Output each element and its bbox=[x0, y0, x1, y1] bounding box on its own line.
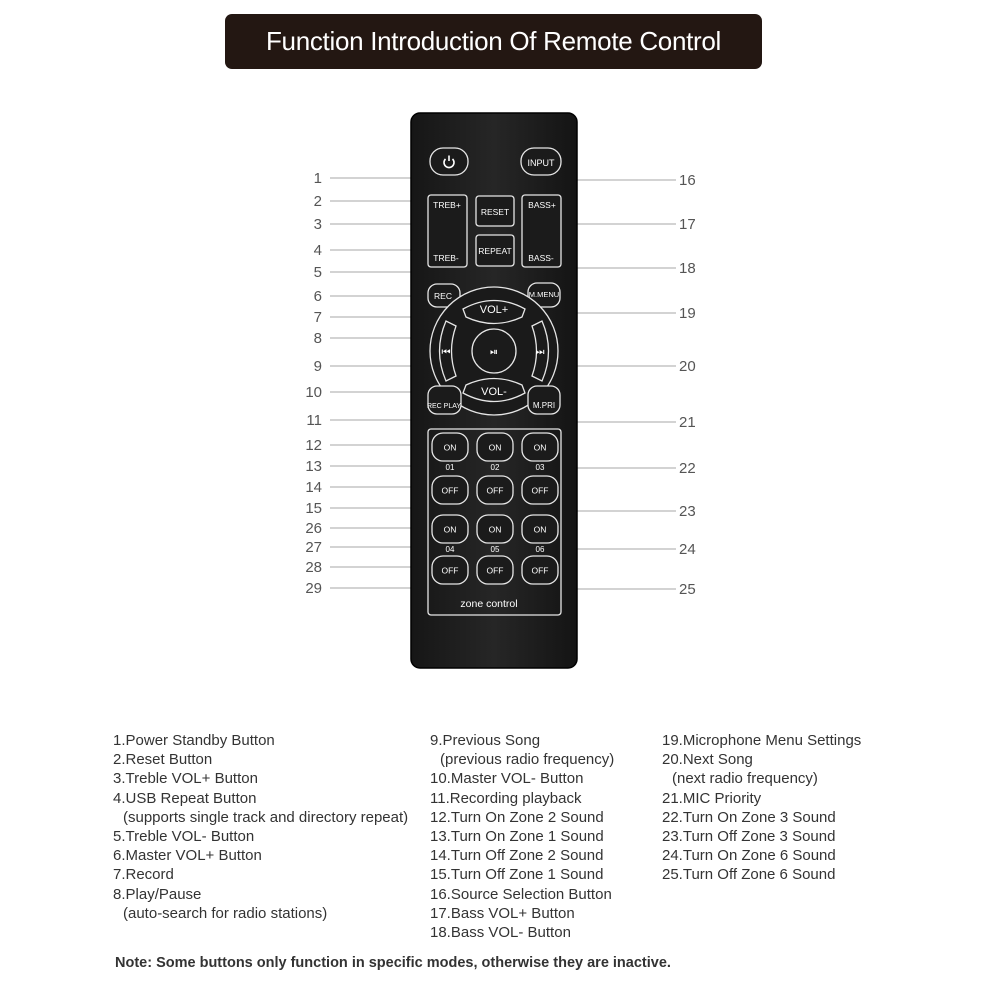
legend-item: 20.Next Song bbox=[662, 751, 753, 769]
zone-button-label: ON bbox=[533, 524, 547, 535]
legend-item: 25.Turn Off Zone 6 Sound bbox=[662, 866, 836, 884]
legend-item: 5.Treble VOL- Button bbox=[113, 828, 255, 846]
zone-4-on-button[interactable] bbox=[432, 515, 468, 543]
callout-number: 19 bbox=[679, 305, 696, 322]
note-text: Note: Some buttons only function in specific modes, otherwise they are inactive. bbox=[115, 955, 671, 971]
legend-item: (previous radio frequency) bbox=[440, 751, 615, 769]
legend-item: 11.Recording playback bbox=[430, 789, 582, 807]
legend-item: 7.Record bbox=[113, 866, 174, 884]
legend-item: 6.Master VOL+ Button bbox=[113, 847, 262, 865]
zone-button-label: ON bbox=[533, 442, 547, 453]
m-pri-label: M.PRI bbox=[532, 401, 556, 410]
legend-item: 24.Turn On Zone 6 Sound bbox=[662, 847, 836, 865]
legend-item: 14.Turn Off Zone 2 Sound bbox=[430, 847, 604, 865]
bass-button[interactable] bbox=[522, 195, 561, 267]
callout-number: 28 bbox=[305, 559, 322, 576]
callout-number: 1 bbox=[313, 170, 322, 187]
callout-number: 29 bbox=[305, 580, 322, 597]
legend-item: 3.Treble VOL+ Button bbox=[113, 770, 258, 788]
callout-number: 11 bbox=[306, 412, 322, 429]
callout-number: 7 bbox=[313, 309, 322, 326]
mic-priority-button[interactable] bbox=[528, 386, 560, 414]
zone-id-label: 05 bbox=[490, 545, 500, 554]
repeat-button[interactable] bbox=[476, 235, 514, 266]
repeat-label: REPEAT bbox=[478, 246, 512, 256]
legend-item: 22.Turn On Zone 3 Sound bbox=[662, 808, 836, 826]
zone-1-on-button[interactable] bbox=[432, 433, 468, 461]
zone-1-off-button[interactable] bbox=[432, 476, 468, 504]
zone-id-label: 01 bbox=[445, 463, 455, 472]
zone-id-label: 03 bbox=[535, 463, 545, 472]
treble-plus-label: TREB+ bbox=[433, 200, 461, 210]
callout-number: 27 bbox=[305, 539, 322, 556]
play-pause-button[interactable] bbox=[472, 329, 516, 373]
legend-item: (supports single track and directory repeat) bbox=[123, 808, 409, 826]
zone-3-off-button[interactable] bbox=[522, 476, 558, 504]
input-button[interactable] bbox=[521, 148, 561, 175]
legend-item: 21.MIC Priority bbox=[662, 789, 762, 807]
legend-item: 2.Reset Button bbox=[113, 751, 213, 769]
zone-id-label: 04 bbox=[445, 545, 455, 554]
m-menu-label: M.MENU bbox=[528, 290, 560, 299]
callout-number: 8 bbox=[313, 330, 322, 347]
zone-button-label: OFF bbox=[531, 565, 549, 576]
legend-item: (auto-search for radio stations) bbox=[123, 904, 328, 922]
legend-item: 19.Microphone Menu Settings bbox=[662, 732, 862, 749]
callout-number: 15 bbox=[305, 500, 322, 517]
callout-number: 13 bbox=[305, 458, 322, 475]
legend-item: (next radio frequency) bbox=[672, 770, 818, 788]
legend-item: 15.Turn Off Zone 1 Sound bbox=[430, 866, 604, 884]
zone-button-label: OFF bbox=[441, 565, 459, 576]
callout-number: 14 bbox=[305, 479, 322, 496]
zone-button-label: OFF bbox=[531, 485, 549, 496]
callout-number: 21 bbox=[679, 414, 696, 431]
zone-button-label: ON bbox=[443, 524, 457, 535]
page-title: Function Introduction Of Remote Control bbox=[265, 26, 722, 56]
legend-item: 4.USB Repeat Button bbox=[113, 789, 257, 807]
bass-minus-label: BASS- bbox=[528, 253, 554, 263]
zone-5-on-button[interactable] bbox=[477, 515, 513, 543]
rec-label: REC bbox=[434, 291, 452, 301]
zone-2-off-button[interactable] bbox=[477, 476, 513, 504]
legend-item: 23.Turn Off Zone 3 Sound bbox=[662, 828, 836, 846]
legend-column-2 bbox=[430, 731, 614, 942]
vol-minus-label: VOL- bbox=[481, 386, 507, 398]
zone-3-on-button[interactable] bbox=[522, 433, 558, 461]
callout-number: 22 bbox=[679, 460, 696, 477]
remote-control bbox=[411, 113, 577, 668]
legend-item: 9.Previous Song bbox=[430, 732, 541, 749]
legend-item: 8.Play/Pause bbox=[113, 885, 202, 903]
callout-number: 12 bbox=[305, 437, 322, 454]
reset-label: RESET bbox=[480, 207, 510, 217]
treble-button[interactable] bbox=[428, 195, 467, 267]
callout-number: 9 bbox=[313, 358, 322, 375]
legend-item: 1.Power Standby Button bbox=[113, 732, 275, 749]
vol-plus-label: VOL+ bbox=[479, 304, 509, 316]
callout-number: 23 bbox=[679, 503, 696, 520]
callout-number: 18 bbox=[679, 260, 696, 277]
callout-number: 3 bbox=[313, 216, 322, 233]
callout-number: 24 bbox=[679, 541, 696, 558]
callout-number: 25 bbox=[679, 581, 696, 598]
callout-number: 16 bbox=[679, 172, 696, 189]
previous-icon: ⏮ bbox=[441, 347, 451, 358]
zone-control-label: zone control bbox=[460, 598, 518, 610]
zone-5-off-button[interactable] bbox=[477, 556, 513, 584]
callout-number: 20 bbox=[679, 358, 696, 375]
bass-plus-label: BASS+ bbox=[528, 200, 556, 210]
legend-item: 10.Master VOL- Button bbox=[430, 770, 584, 788]
zone-button-label: OFF bbox=[486, 565, 504, 576]
legend-item: 16.Source Selection Button bbox=[430, 885, 612, 903]
callout-number: 10 bbox=[305, 384, 322, 401]
zone-id-label: 06 bbox=[535, 545, 545, 554]
callout-number: 4 bbox=[313, 242, 322, 259]
callout-number: 17 bbox=[679, 216, 696, 233]
zone-id-label: 02 bbox=[490, 463, 500, 472]
legend-item: 18.Bass VOL- Button bbox=[430, 924, 571, 942]
zone-6-on-button[interactable] bbox=[522, 515, 558, 543]
input-label: INPUT bbox=[527, 158, 555, 168]
legend-item: 13.Turn On Zone 1 Sound bbox=[430, 828, 604, 846]
zone-button-label: ON bbox=[488, 524, 502, 535]
play-pause-icon: ⏯ bbox=[490, 347, 498, 358]
legend-item: 17.Bass VOL+ Button bbox=[430, 904, 575, 922]
next-icon: ⏭ bbox=[535, 347, 545, 358]
zone-button-label: OFF bbox=[441, 485, 459, 496]
zone-button-label: ON bbox=[488, 442, 502, 453]
legend-column-1 bbox=[113, 731, 408, 923]
zone-4-off-button[interactable] bbox=[432, 556, 468, 584]
legend-column-3 bbox=[662, 731, 861, 885]
callout-number: 5 bbox=[313, 264, 322, 281]
callout-number: 2 bbox=[313, 193, 322, 210]
rec-play-label: REC PLAY bbox=[426, 403, 462, 410]
callout-number: 6 bbox=[313, 288, 322, 305]
zone-button-label: ON bbox=[443, 442, 457, 453]
legend-item: 12.Turn On Zone 2 Sound bbox=[430, 808, 604, 826]
power-button[interactable] bbox=[430, 148, 468, 175]
reset-button[interactable] bbox=[476, 196, 514, 226]
rec-play-button[interactable] bbox=[427, 386, 461, 414]
zone-6-off-button[interactable] bbox=[522, 556, 558, 584]
callout-number: 26 bbox=[305, 520, 322, 537]
zone-2-on-button[interactable] bbox=[477, 433, 513, 461]
treble-minus-label: TREB- bbox=[433, 253, 459, 263]
zone-button-label: OFF bbox=[486, 485, 504, 496]
